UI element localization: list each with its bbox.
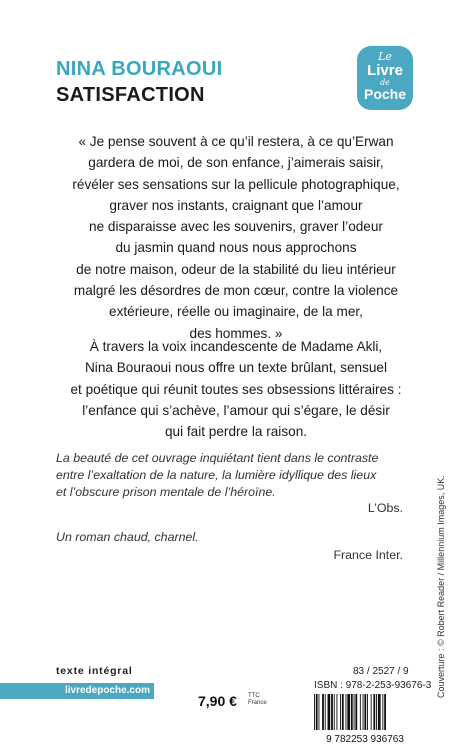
isbn-number: ISBN : 978-2-253-93676-3 bbox=[314, 680, 432, 691]
book-excerpt-quote bbox=[56, 131, 416, 344]
barcode-bar bbox=[384, 694, 386, 730]
reference-number: 83 / 2527 / 9 bbox=[353, 666, 409, 677]
barcode-bar bbox=[360, 694, 361, 730]
quote-line: ne disparaisse avec les souvenirs, graver l’odeur bbox=[89, 219, 383, 235]
livre-de-poche-logo: Le Livre de Poche bbox=[357, 46, 413, 110]
review-line: entre l’exaltation de la nature, la lumière idyllique des lieux bbox=[56, 468, 377, 483]
quote-line: graver nos instants, craignant que l’amour bbox=[109, 197, 363, 213]
barcode-bar bbox=[363, 694, 364, 730]
barcode-bar bbox=[346, 694, 347, 730]
book-summary bbox=[56, 336, 416, 442]
summary-line: Nina Bouraoui nous offre un texte brûlant, sensuel bbox=[84, 360, 388, 376]
cover-credit: Couverture : © Robert Reader / Millennium Images, UK. bbox=[436, 475, 446, 698]
barcode-bar bbox=[364, 694, 366, 730]
quote-line: « Je pense souvent à ce qu’il restera, à ce qu’Erwan bbox=[78, 134, 394, 149]
quote-line: malgré les désordres de mon cœur, contre la violence bbox=[73, 283, 399, 299]
barcode-bar bbox=[347, 694, 350, 730]
barcode-bar bbox=[376, 694, 377, 730]
review-source-obs: L’Obs. bbox=[367, 501, 403, 515]
barcode-bar bbox=[373, 694, 375, 730]
quote-line: des hommes. » bbox=[189, 325, 283, 341]
price-tax-note: TTC France bbox=[248, 693, 267, 706]
barcode-bar bbox=[328, 694, 331, 730]
barcode-bar bbox=[331, 694, 333, 730]
review-line: et l’obscure prison mentale de l’héroïne. bbox=[56, 485, 276, 500]
press-review-obs bbox=[56, 450, 401, 502]
quote-line: extérieure, réelle ou imaginaire, de la mer, bbox=[109, 304, 363, 320]
quote-line: révéler ses sensations sur la pellicule photographique, bbox=[72, 176, 400, 192]
barcode-bars bbox=[314, 694, 386, 730]
website-banner: livredepoche.com bbox=[0, 683, 154, 699]
barcode-digits: 9 782253 936763 bbox=[326, 734, 404, 744]
barcode-bar bbox=[355, 694, 357, 730]
quote-line: du jasmin quand nous nous approchons bbox=[115, 240, 357, 256]
barcode-bar bbox=[322, 694, 324, 730]
barcode-bar bbox=[340, 694, 341, 730]
barcode-bar bbox=[351, 694, 353, 730]
price: 7,90 € bbox=[198, 693, 237, 709]
barcode-bar bbox=[378, 694, 381, 730]
summary-line: l’enfance qui s’achève, l’amour qui s’égare, le désir bbox=[82, 402, 390, 418]
review-line: Un roman chaud, charnel. bbox=[56, 530, 199, 544]
book-title: SATISFACTION bbox=[56, 84, 205, 106]
quote-line: de notre maison, odeur de la stabilité du lieu intérieur bbox=[76, 261, 396, 277]
texte-integral-label: texte intégral bbox=[56, 665, 133, 677]
summary-line: et poétique qui réunit toutes ses obsessions littéraires : bbox=[70, 381, 402, 397]
barcode-bar bbox=[337, 694, 338, 730]
barcode-bar bbox=[354, 694, 355, 730]
barcode bbox=[306, 692, 424, 744]
barcode-bar bbox=[314, 694, 315, 730]
quote-line: gardera de moi, de son enfance, j’aimerais saisir, bbox=[88, 155, 384, 171]
barcode-bar bbox=[342, 694, 344, 730]
barcode-bar bbox=[382, 694, 383, 730]
summary-line: qui fait perdre la raison. bbox=[164, 424, 308, 440]
barcode-bar bbox=[367, 694, 368, 730]
barcode-bar bbox=[371, 694, 372, 730]
review-source-france-inter: France Inter. bbox=[333, 548, 403, 562]
summary-line: À travers la voix incandescente de Madame Akli, bbox=[89, 339, 383, 354]
barcode-bar bbox=[334, 694, 335, 730]
author-name: NINA BOURAOUI bbox=[56, 58, 223, 80]
barcode-bar bbox=[316, 694, 318, 730]
barcode-bar bbox=[319, 694, 320, 730]
press-review-france-inter bbox=[56, 529, 401, 546]
review-line: La beauté de cet ouvrage inquiétant tient dans le contraste bbox=[56, 451, 379, 465]
barcode-bar bbox=[325, 694, 326, 730]
